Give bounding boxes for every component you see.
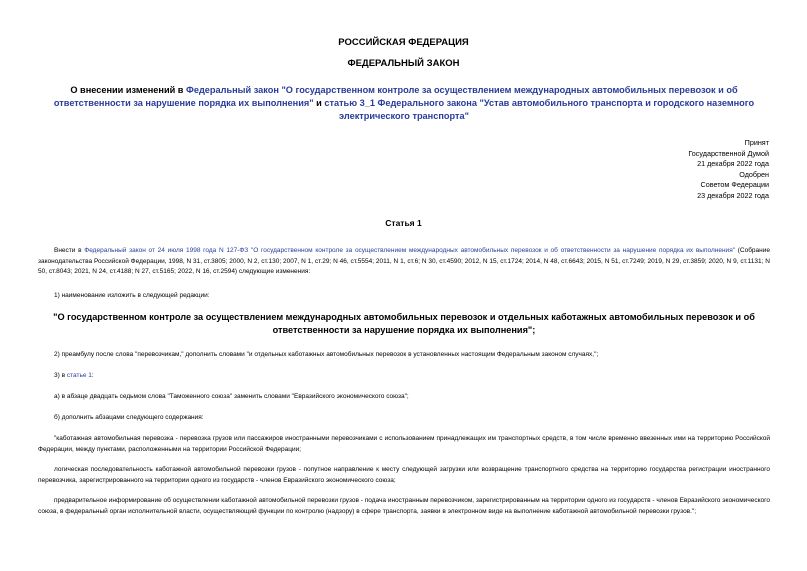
adoption-block <box>688 138 769 202</box>
intro-link-law-127[interactable]: Федеральный закон от 24 июля 1998 года N 127-ФЗ "О государственном контроле за осуществлением международных автомобильных перевозок и об ответственности за нарушение порядка их выполнения" <box>84 247 736 254</box>
title-middle: и <box>313 98 325 108</box>
adopted-label: Принят <box>744 138 769 147</box>
item-3-link-article-1[interactable]: статье 1 <box>66 372 92 379</box>
approved-body: Советом Федерации <box>700 180 769 190</box>
law-title <box>38 84 770 123</box>
definition-cabotage: "каботажная автомобильная перевозка - перевозка грузов или пассажиров иностранными перевозчиками с использованием принадлежащих им транспортных средств, в том числе временно ввезенных ими на территорию Российской Федерации, между пунктами, расположенными на территории Российской Федерации; <box>38 435 770 453</box>
title-link-law-127[interactable]: Федеральный закон "О государственном контроле за осуществлением международных автомобильных перевозок и об ответственности за нарушение порядка их выполнения" <box>53 85 738 108</box>
item-3b: б) дополнить абзацами следующего содержания: <box>54 414 204 421</box>
article-heading: Статья 1 <box>385 218 422 228</box>
approved-label: Одобрен <box>739 169 769 179</box>
adopted-body: Государственной Думой <box>688 148 769 158</box>
country-heading: РОССИЙСКАЯ ФЕДЕРАЦИЯ <box>338 37 469 48</box>
title-link-article-3-1[interactable]: статью 3_1 Федерального закона "Устав автомобильного транспорта и городского наземного электрического транспорта" <box>324 98 755 121</box>
item-3-suffix: : <box>91 372 94 379</box>
item-3-prefix: 3) в <box>54 372 67 379</box>
intro-paragraph <box>38 246 770 278</box>
definition-pre-notification: предварительное информирование об осуществлении каботажной автомобильной перевозки грузов - подача иностранным перевозчиком, зарегистрированным на территории одного из государств - членов Евразийского экономического союза, в федеральный орган исполнительной власти, осуществляющий функции по контролю (надзору) в сфере транспорта, заявки в электронном виде на выполнение каботажной автомобильной перевозки грузов."; <box>38 497 770 515</box>
new-title-quote: "О государственном контроле за осуществлением международных автомобильных перевозок и отдельных каботажных автомобильных перевозок и об ответственности за нарушение порядка их выполнения"; <box>53 312 755 335</box>
intro-rest: (Собрание законодательства Российской Федерации, 1998, N 31, ст.3805; 2000, N 2, ст.130; 2007, N 1, ст.29; N 46, ст.5554; 2011, N 1, ст.6; N 30, ст.4590; 2012, N 15, ст.1724; 2014, N 48, ст.6643; 2015, N 51, ст.7249; 2019, N 29, ст.3859; 2020, N 9, ст.1131; N 50, ст.8043; 2021, N 24, ст.4188; N 27, ст.5165; 2022, N 16, ст.2594) следующие изменения: <box>38 247 770 276</box>
definition-logical-sequence: логическая последовательность каботажной автомобильной перевозки грузов - попутное направление к месту следующей загрузки или возвращение транспортного средства на территорию государства регистрации иностранного перевозчика, зарегистрированного на территории одного из государств - членов Евразийского экономического союза; <box>38 466 770 484</box>
item-3a: а) в абзаце двадцать седьмом слова "Таможенного союза" заменить словами "Евразийского экономического союза"; <box>54 393 409 400</box>
title-prefix: О внесении изменений в <box>70 85 186 95</box>
item-3 <box>38 371 770 382</box>
approved-date: 23 декабря 2022 года <box>697 190 769 200</box>
item-2: 2) преамбулу после слова "перевозчикам," дополнить словами "и отдельных каботажных автомобильных перевозок в установленных настоящим Федеральным законом случаях,"; <box>54 351 599 358</box>
law-type-heading: ФЕДЕРАЛЬНЫЙ ЗАКОН <box>347 58 460 69</box>
intro-prefix: Внести в <box>54 247 85 254</box>
adopted-date: 21 декабря 2022 года <box>697 159 769 169</box>
item-1: 1) наименование изложить в следующей редакции: <box>54 292 210 299</box>
